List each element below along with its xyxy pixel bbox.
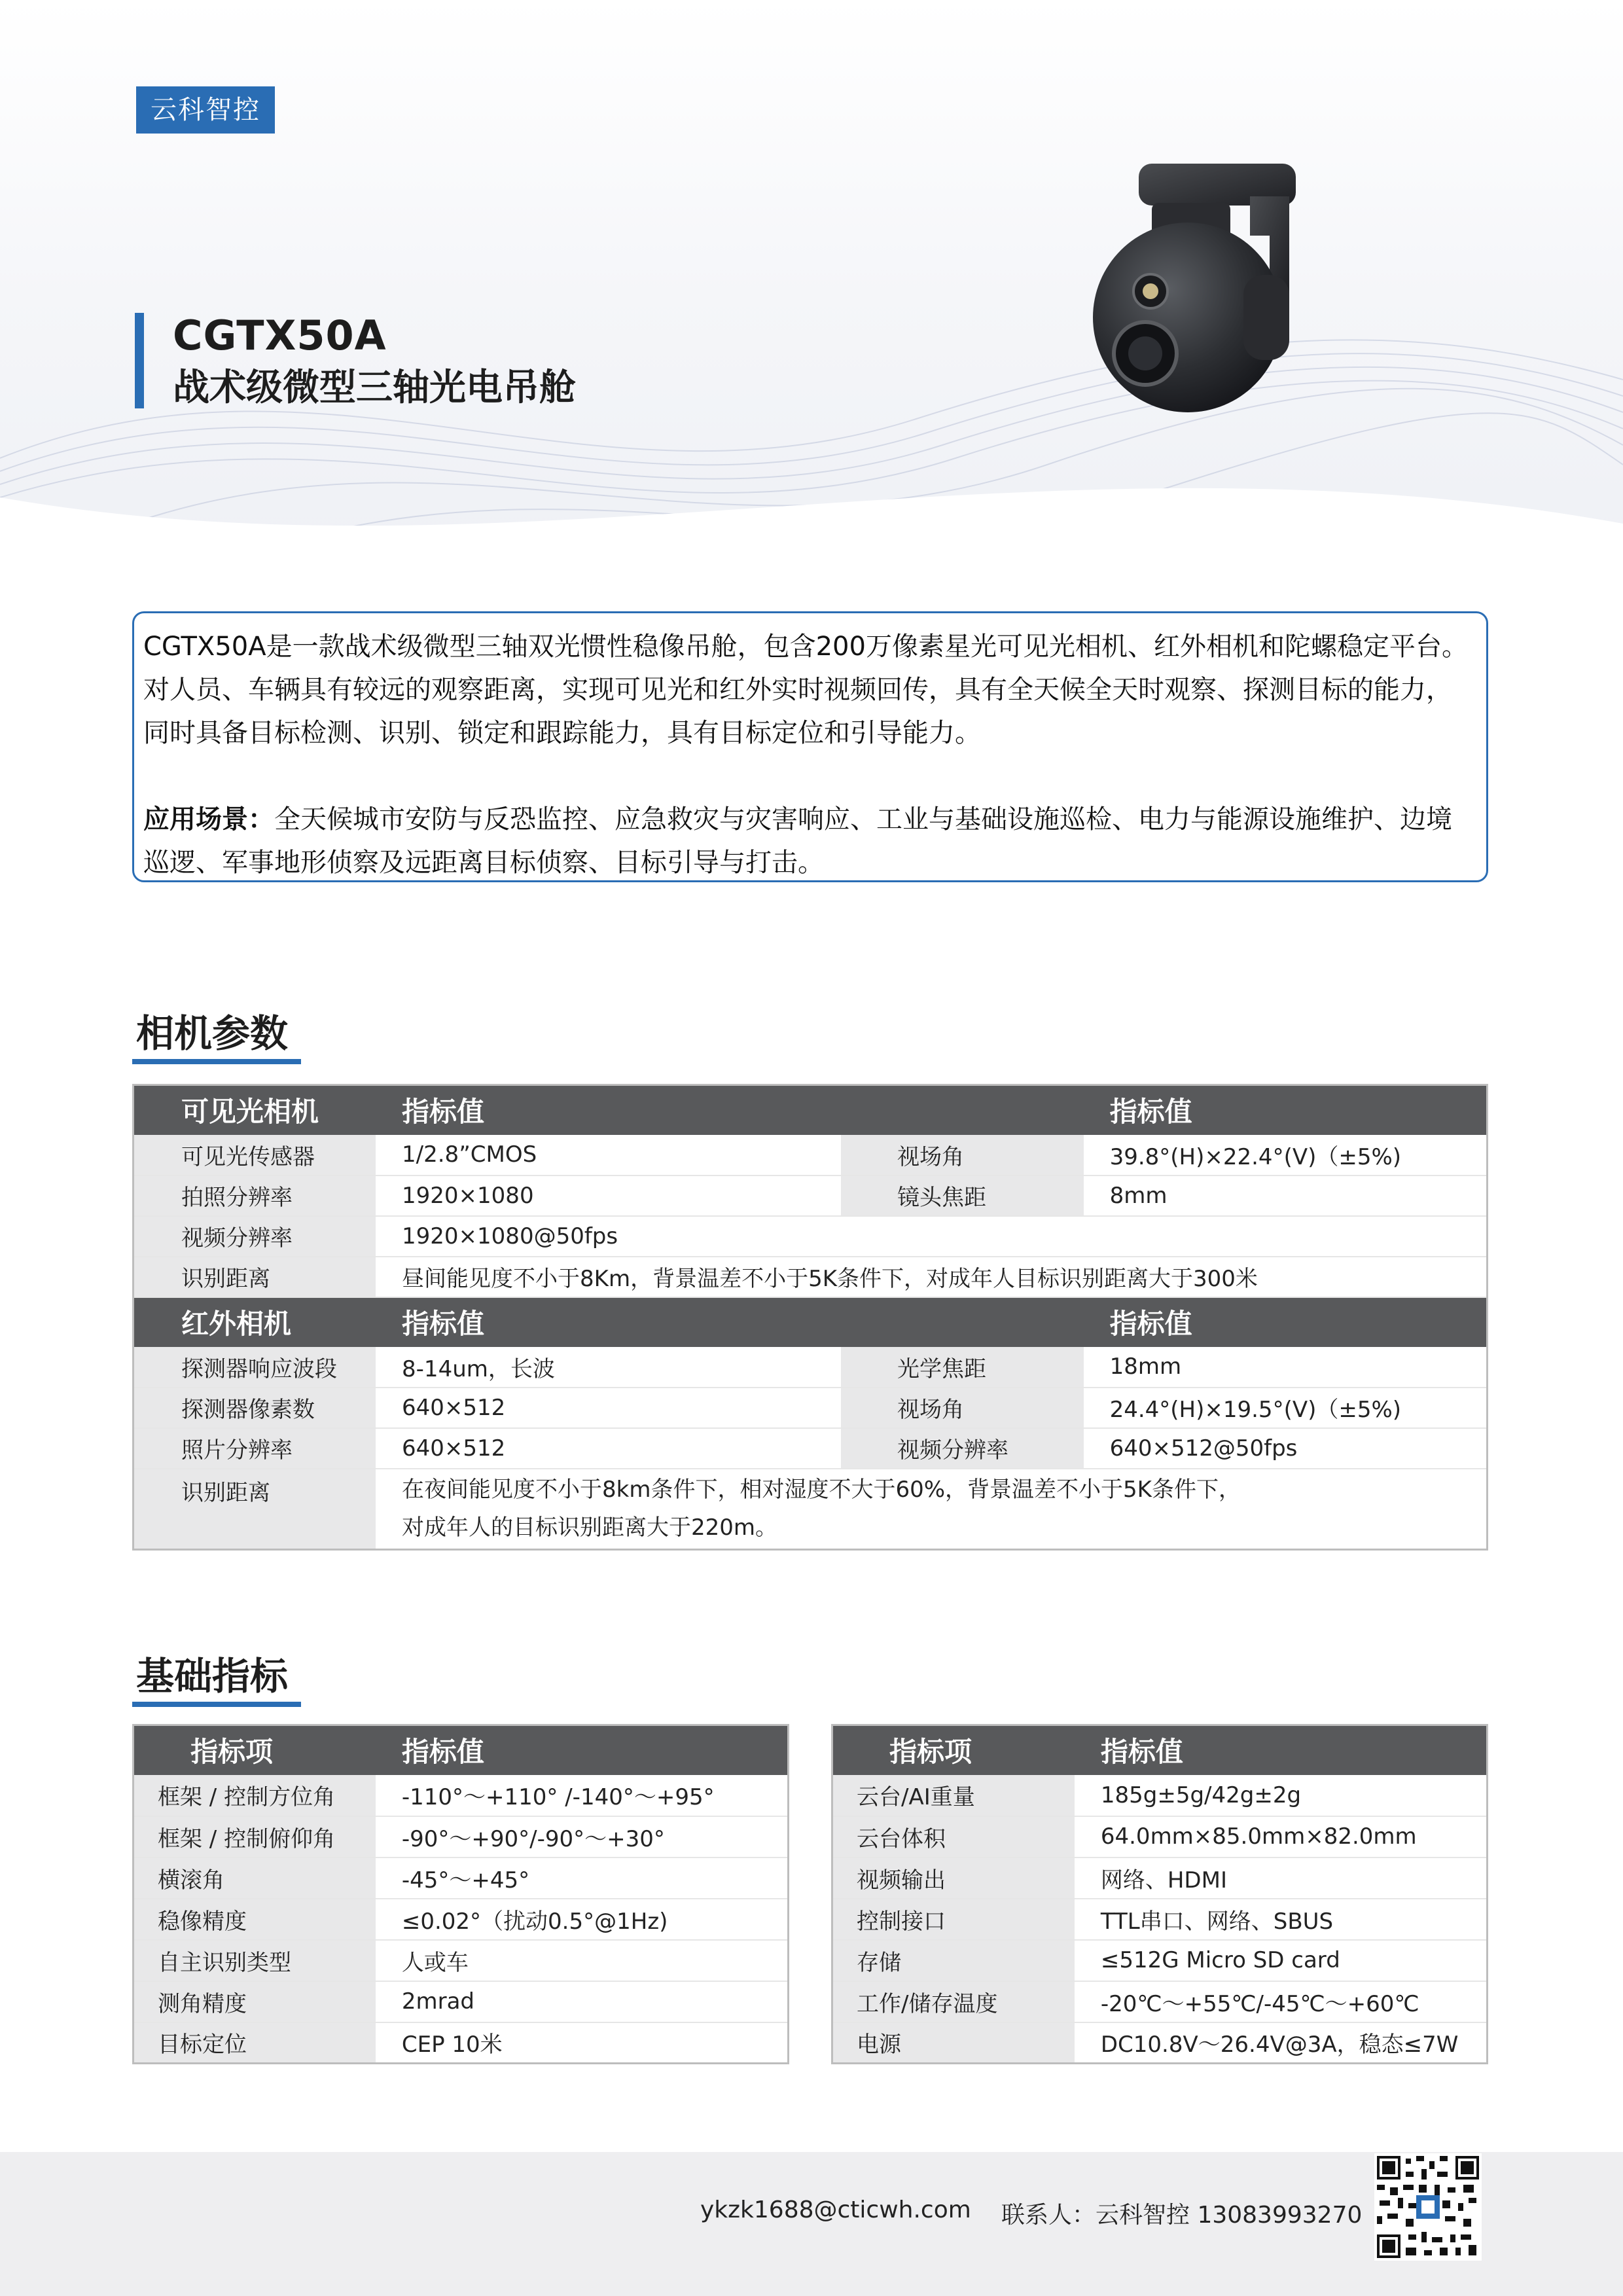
- spec-name: 横滚角: [134, 1857, 376, 1899]
- spec-value: TTL串口、网络、SBUS: [1075, 1899, 1488, 1940]
- basic-right-header-cell: 指标值: [1075, 1725, 1488, 1775]
- spec-name: 框架 / 控制俯仰角: [134, 1816, 376, 1857]
- param-value: 39.8°(H)×22.4°(V)（±5%): [1084, 1135, 1488, 1175]
- visible-camera-row: [134, 1216, 1488, 1257]
- param-value: 1920×1080: [376, 1175, 841, 1216]
- basic-left-row: [134, 1857, 789, 1899]
- spec-name: 视频输出: [832, 1857, 1075, 1899]
- basic-left-header-cell: 指标值: [376, 1725, 789, 1775]
- param-name: 探测器响应波段: [134, 1347, 376, 1388]
- infrared-header-cell: 指标值: [1084, 1297, 1488, 1347]
- param-value: 18mm: [1084, 1347, 1488, 1388]
- visible-camera-row: [134, 1257, 1488, 1297]
- product-description: [132, 611, 1488, 882]
- param-name: 视场角: [841, 1135, 1084, 1175]
- param-value: 24.4°(H)×19.5°(V)（±5%): [1084, 1388, 1488, 1428]
- param-name: 照片分辨率: [134, 1428, 376, 1469]
- param-value: 1/2.8”CMOS: [376, 1135, 841, 1175]
- param-value: 640×512: [376, 1428, 841, 1469]
- visible-camera-row: [134, 1175, 1488, 1216]
- infrared-header-cell: 红外相机: [134, 1297, 376, 1347]
- param-value: 昼间能见度不小于8Km，背景温差不小于5K条件下，对成年人目标识别距离大于300米: [376, 1257, 1487, 1297]
- basic-specs-left-table: [132, 1724, 789, 2064]
- spec-name: 稳像精度: [134, 1899, 376, 1940]
- description-line-3: 同时具备目标检测、识别、锁定和跟踪能力，具有目标定位和引导能力。: [143, 718, 981, 748]
- application-label: 应用场景：: [143, 804, 274, 834]
- visible-camera-row: [134, 1135, 1488, 1175]
- spec-value: DC10.8V～26.4V@3A，稳态≤7W: [1075, 2022, 1488, 2064]
- param-value: 8-14um，长波: [376, 1347, 841, 1388]
- basic-right-row: [832, 2022, 1488, 2064]
- param-value: 640×512: [376, 1388, 841, 1428]
- qr-code-icon: [1374, 2153, 1482, 2261]
- spec-name: 存储: [832, 1940, 1075, 1981]
- gimbal-camera-image: [1073, 157, 1322, 432]
- spec-name: 云台体积: [832, 1816, 1075, 1857]
- infrared-camera-row: [134, 1428, 1488, 1469]
- application-line-2: 巡逻、军事地形侦察及远距离目标侦察、目标引导与打击。: [143, 848, 824, 878]
- basic-right-row: [832, 1899, 1488, 1940]
- basic-section-underline: [132, 1702, 301, 1707]
- spec-name: 工作/储存温度: [832, 1981, 1075, 2022]
- spec-name: 测角精度: [134, 1981, 376, 2022]
- basic-left-row: [134, 1981, 789, 2022]
- contact-person: 联系人：云科智控 13083993270: [1001, 2202, 1363, 2229]
- visible-camera-header: [134, 1085, 1488, 1135]
- param-name: 光学焦距: [841, 1347, 1084, 1388]
- spec-value: CEP 10米: [376, 2022, 789, 2064]
- infrared-camera-header: [134, 1297, 1488, 1347]
- spec-name: 框架 / 控制方位角: [134, 1775, 376, 1816]
- range-line-2: 对成年人的目标识别距离大于220m。: [402, 1515, 778, 1541]
- param-value: [376, 1469, 1487, 1550]
- param-name: 可见光传感器: [134, 1135, 376, 1175]
- spec-value: 185g±5g/42g±2g: [1075, 1775, 1488, 1816]
- basic-left-row: [134, 1940, 789, 1981]
- visible-header-cell: [841, 1085, 1084, 1135]
- infrared-camera-row: [134, 1388, 1488, 1428]
- spec-name: 自主识别类型: [134, 1940, 376, 1981]
- contact-email[interactable]: ykzk1688@cticwh.com: [700, 2197, 971, 2223]
- application-line-1: 全天候城市安防与反恐监控、应急救灾与灾害响应、工业与基础设施巡检、电力与能源设施维护、边境: [274, 804, 1452, 834]
- param-name: 识别距离: [134, 1469, 376, 1550]
- basic-right-row: [832, 1940, 1488, 1981]
- spec-name: 电源: [832, 2022, 1075, 2064]
- spec-value: ≤0.02°（扰动0.5°@1Hz): [376, 1899, 789, 1940]
- camera-section-title: 相机参数: [136, 1011, 289, 1056]
- title-accent-bar: [135, 313, 144, 408]
- range-line-1: 在夜间能见度不小于8km条件下，相对湿度不大于60%，背景温差不小于5K条件下，: [402, 1477, 1241, 1503]
- param-name: 拍照分辨率: [134, 1175, 376, 1216]
- spec-value: 64.0mm×85.0mm×82.0mm: [1075, 1816, 1488, 1857]
- description-line-1: CGTX50A是一款战术级微型三轴双光惯性稳像吊舱，包含200万像素星光可见光相机、红外相机和陀螺稳定平台。: [143, 632, 1468, 662]
- basic-left-header-cell: 指标项: [134, 1725, 376, 1775]
- camera-params-table: [132, 1084, 1488, 1551]
- camera-section-underline: [132, 1059, 301, 1064]
- decorative-waves: [0, 249, 1623, 615]
- spec-value: 人或车: [376, 1940, 789, 1981]
- spec-name: 云台/AI重量: [832, 1775, 1075, 1816]
- application-scenarios: [143, 798, 1478, 841]
- param-value: 1920×1080@50fps: [376, 1216, 1487, 1257]
- spec-value: -45°～+45°: [376, 1857, 789, 1899]
- basic-right-header: [832, 1725, 1488, 1775]
- param-name: 识别距离: [134, 1257, 376, 1297]
- basic-right-row: [832, 1857, 1488, 1899]
- param-name: 视场角: [841, 1388, 1084, 1428]
- infrared-header-cell: 指标值: [376, 1297, 841, 1347]
- param-value: 8mm: [1084, 1175, 1488, 1216]
- param-name: 视频分辨率: [134, 1216, 376, 1257]
- spec-name: 控制接口: [832, 1899, 1075, 1940]
- infrared-header-cell: [841, 1297, 1084, 1347]
- basic-left-header: [134, 1725, 789, 1775]
- product-subtitle: 战术级微型三轴光电吊舱: [173, 367, 576, 409]
- param-value: 640×512@50fps: [1084, 1428, 1488, 1469]
- infrared-camera-row: [134, 1347, 1488, 1388]
- param-name: 视频分辨率: [841, 1428, 1084, 1469]
- visible-header-cell: 可见光相机: [134, 1085, 376, 1135]
- visible-header-cell: 指标值: [1084, 1085, 1488, 1135]
- basic-left-row: [134, 2022, 789, 2064]
- product-model: CGTX50A: [173, 312, 387, 359]
- basic-left-row: [134, 1816, 789, 1857]
- param-name: 探测器像素数: [134, 1388, 376, 1428]
- basic-left-row: [134, 1899, 789, 1940]
- spec-value: -20℃～+55℃/-45℃～+60℃: [1075, 1981, 1488, 2022]
- description-line-2: 对人员、车辆具有较远的观察距离，实现可见光和红外实时视频回传，具有全天候全天时观察、探测目标的能力，: [143, 675, 1452, 705]
- basic-right-header-cell: 指标项: [832, 1725, 1075, 1775]
- spec-value: 网络、HDMI: [1075, 1857, 1488, 1899]
- basic-right-row: [832, 1775, 1488, 1816]
- basic-section-title: 基础指标: [136, 1654, 289, 1698]
- basic-right-row: [832, 1981, 1488, 2022]
- spec-name: 目标定位: [134, 2022, 376, 2064]
- basic-left-row: [134, 1775, 789, 1816]
- basic-right-row: [832, 1816, 1488, 1857]
- visible-header-cell: 指标值: [376, 1085, 841, 1135]
- spec-value: -110°～+110° /-140°～+95°: [376, 1775, 789, 1816]
- basic-specs-right-table: [831, 1724, 1488, 2064]
- spec-value: 2mrad: [376, 1981, 789, 2022]
- infrared-range-row: [134, 1469, 1488, 1550]
- param-name: 镜头焦距: [841, 1175, 1084, 1216]
- spec-value: ≤512G Micro SD card: [1075, 1940, 1488, 1981]
- brand-badge: 云科智控: [136, 86, 275, 134]
- spec-value: -90°～+90°/-90°～+30°: [376, 1816, 789, 1857]
